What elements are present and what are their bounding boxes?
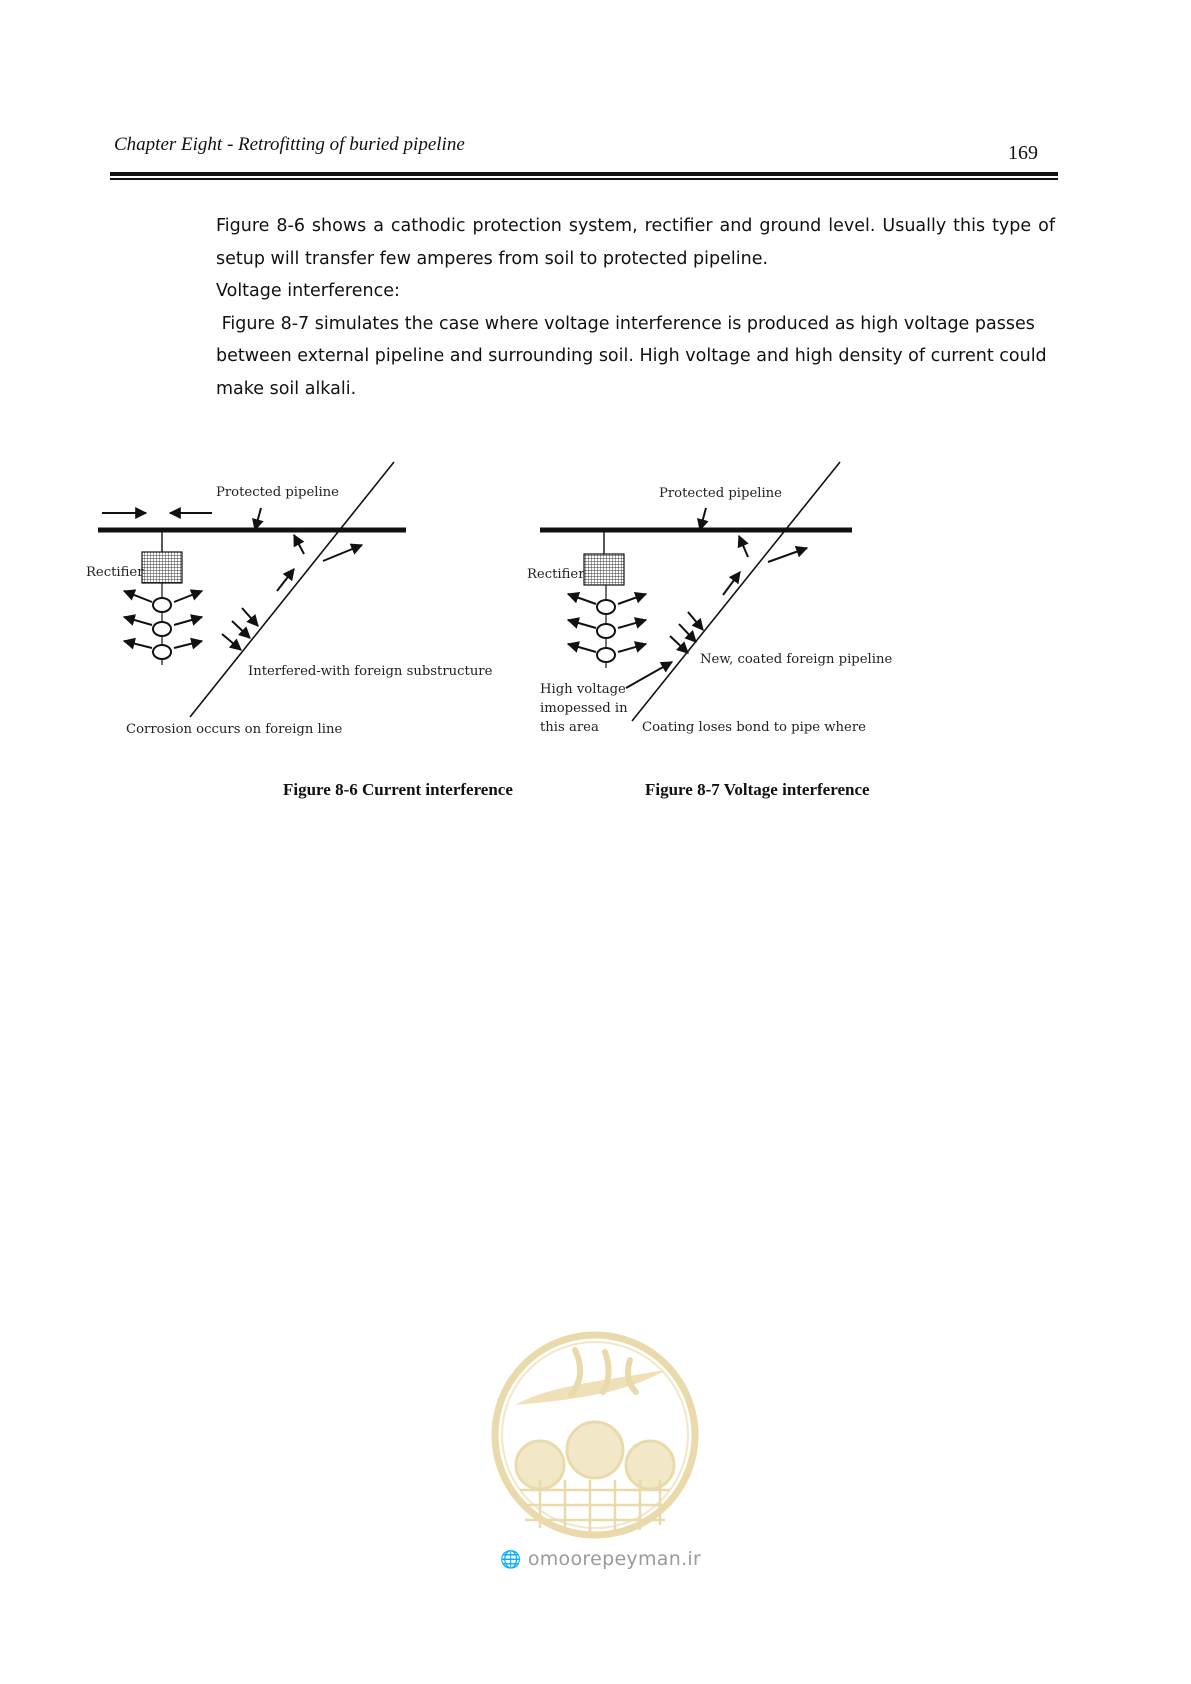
watermark-url (500, 1548, 701, 1570)
chapter-title: Chapter Eight - Retrofitting of buried pipeline (114, 134, 465, 155)
label-rectifier: Rectifier (527, 567, 585, 582)
label-rectifier: Rectifier (86, 565, 144, 580)
interference-figures (0, 440, 1191, 750)
figure-8-7-diagram (527, 462, 892, 735)
paragraph-voltage-interference: Figure 8-7 simulates the case where voltage interference is produced as high voltage passes between external pipeline and surrounding soil. High voltage and high density of current could make soil alkali. (216, 313, 1053, 399)
watermark-url-text: omoorepeyman.ir (527, 1548, 702, 1570)
rectifier-box (142, 552, 182, 583)
anode-2 (153, 622, 171, 636)
label-new-coated-pipeline: New, coated foreign pipeline (700, 652, 893, 667)
label-high-voltage-1: High voltage (540, 682, 626, 697)
page-number: 169 (1008, 142, 1038, 164)
label-foreign-substructure: Interfered-with foreign substructure (248, 664, 493, 679)
anode-3 (153, 645, 171, 659)
rectifier-box (584, 554, 624, 585)
anode-3 (597, 648, 615, 662)
label-corrosion: Corrosion occurs on foreign line (126, 722, 343, 737)
label-protected-pipeline: Protected pipeline (216, 485, 339, 500)
globe-icon: 🌐 (500, 1550, 522, 1570)
anode-2 (597, 624, 615, 638)
label-high-voltage-3: this area (540, 720, 599, 735)
figure-8-6-diagram (86, 462, 493, 737)
caption-figure-8-7: Figure 8-7 Voltage interference (645, 780, 870, 799)
body-text (216, 210, 1055, 405)
anode-1 (153, 598, 171, 612)
label-protected-pipeline: Protected pipeline (659, 486, 782, 501)
caption-figure-8-6: Figure 8-6 Current interference (283, 780, 513, 799)
anode-1 (597, 600, 615, 614)
header-rule-thin (110, 178, 1058, 180)
label-coating-bond: Coating loses bond to pipe where (642, 720, 866, 735)
paragraph-cathodic-protection: Figure 8-6 shows a cathodic protection system, rectifier and ground level. Usually this type of setup will transfer few amperes from soil to protected pipeline. (216, 216, 1055, 269)
omoorepeyman-logo-icon (480, 1330, 710, 1540)
paragraph-voltage-heading: Voltage interference: (216, 281, 400, 301)
label-high-voltage-2: imopessed in (540, 701, 628, 716)
header-rule-thick (110, 172, 1058, 176)
